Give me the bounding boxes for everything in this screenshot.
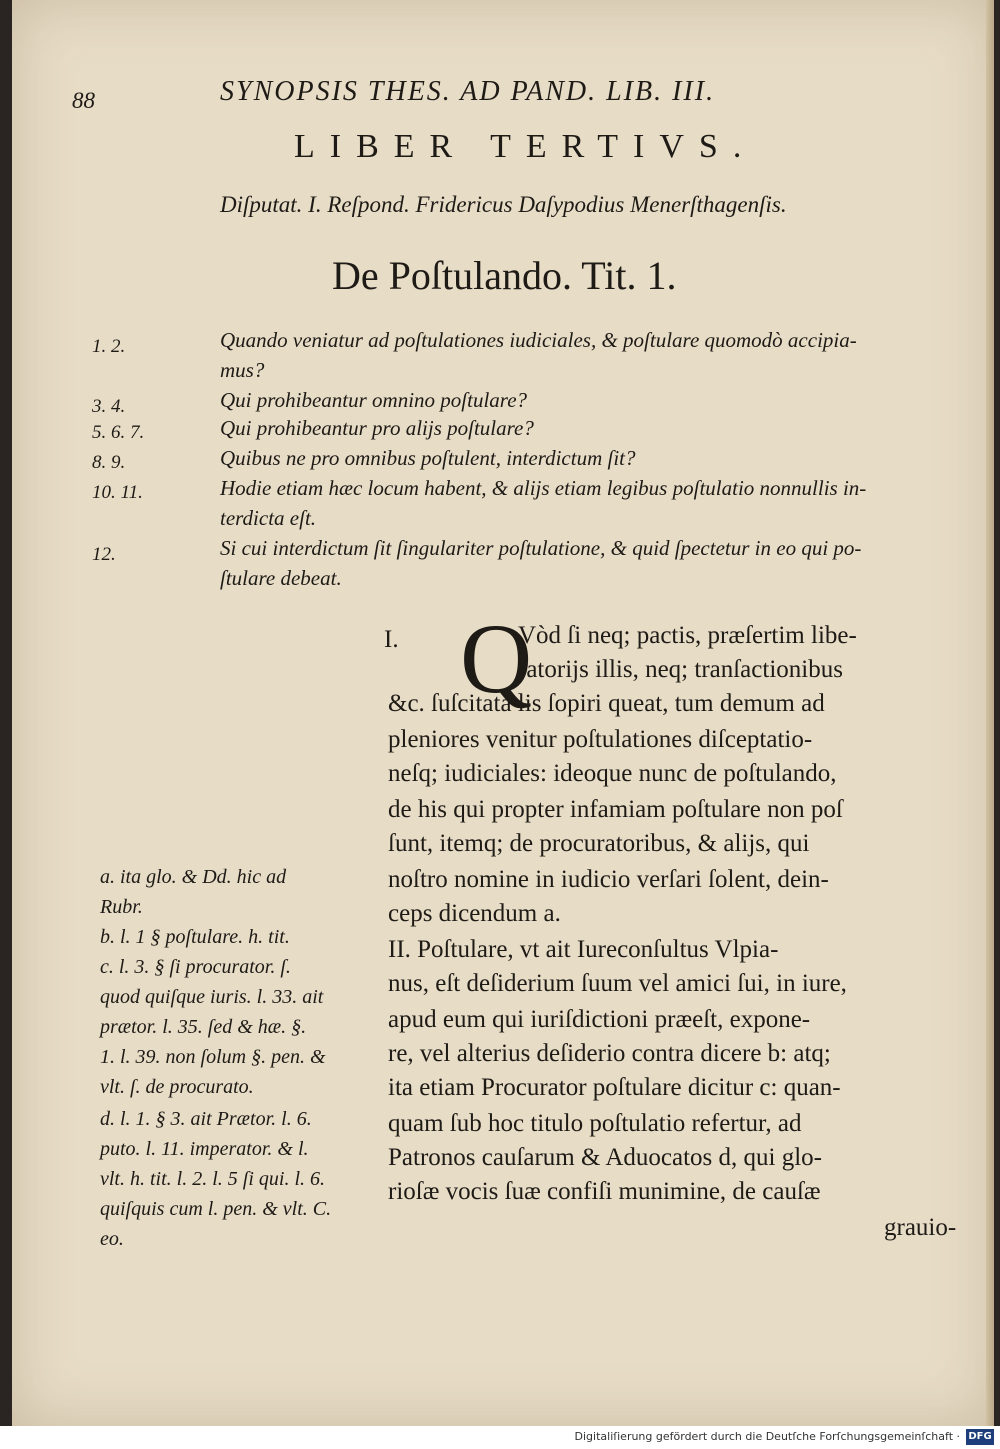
body-line: quam ſub hoc titulo poſtulatio refertur, ad bbox=[388, 1110, 802, 1137]
book-title: LIBER TERTIVS. bbox=[294, 128, 757, 165]
catchword: grauio- bbox=[884, 1214, 957, 1241]
margin-note: vlt. h. tit. l. 2. l. 5 ſi qui. l. 6. bbox=[100, 1168, 325, 1190]
drop-capital: Q bbox=[460, 603, 533, 714]
chapter-title: De Poſtulando. Tit. 1. bbox=[332, 253, 677, 298]
body-line: pleniores venitur poſtulationes diſceptatio- bbox=[388, 726, 813, 753]
section-number: I. bbox=[384, 626, 399, 653]
footer-credit: Digitaliſierung gefördert durch die Deutſche Forſchungsgemeinſchaft · bbox=[574, 1430, 960, 1443]
summary-number: 3. 4. bbox=[92, 396, 126, 417]
margin-note: eo. bbox=[100, 1228, 124, 1250]
body-line: de his qui propter infamiam poſtulare non poſ bbox=[388, 796, 843, 823]
margin-note: c. l. 3. § ſi procurator. ſ. bbox=[100, 956, 291, 978]
book-page bbox=[12, 0, 994, 1426]
running-head: SYNOPSIS THES. AD PAND. LIB. III. bbox=[220, 76, 716, 107]
summary-number: 5. 6. 7. bbox=[92, 422, 145, 443]
body-line: II. Poſtulare, vt ait Iureconſultus Vlpia- bbox=[388, 936, 779, 963]
body-line: ſunt, itemq; de procuratoribus, & alijs, qui bbox=[388, 830, 810, 857]
margin-note: Rubr. bbox=[100, 896, 143, 918]
disputation-line: Diſputat. I. Reſpond. Fridericus Daſypodius Menerſthagenſis. bbox=[220, 192, 787, 217]
body-line: noſtro nomine in iudicio verſari ſolent, dein- bbox=[388, 866, 829, 893]
summary-number: 12. bbox=[92, 544, 116, 565]
summary-line: terdicta eſt. bbox=[220, 506, 317, 530]
margin-note: prætor. l. 35. ſed & hæ. §. bbox=[100, 1016, 307, 1038]
body-line: neſq; iudiciales: ideoque nunc de poſtulando, bbox=[388, 760, 837, 787]
summary-number: 10. 11. bbox=[92, 482, 143, 503]
body-line: Vòd ſi neq; pactis, præſertim libe- bbox=[518, 622, 857, 649]
margin-note: quiſquis cum l. pen. & vlt. C. bbox=[100, 1198, 332, 1220]
margin-note: quod quiſque iuris. l. 33. ait bbox=[100, 986, 324, 1008]
margin-note: puto. l. 11. imperator. & l. bbox=[100, 1138, 309, 1160]
body-line: apud eum qui iuriſdictioni præeſt, expone- bbox=[388, 1006, 811, 1033]
body-line: Patronos cauſarum & Aduocatos d, qui glo- bbox=[388, 1144, 822, 1171]
summary-line: Qui prohibeantur pro alijs poſtulare? bbox=[220, 416, 534, 440]
summary-number: 8. 9. bbox=[92, 452, 126, 473]
summary-line: mus? bbox=[220, 358, 265, 382]
summary-line: Qui prohibeantur omnino poſtulare? bbox=[220, 388, 528, 412]
summary-line: ſtulare debeat. bbox=[220, 566, 342, 590]
body-line: nus, eſt deſiderium ſuum vel amici ſui, in iure, bbox=[388, 970, 847, 997]
page-number: 88 bbox=[72, 88, 95, 113]
margin-note: vlt. ſ. de procurato. bbox=[100, 1076, 254, 1098]
body-line: ratorijs illis, neq; tranſactionibus bbox=[518, 656, 843, 683]
summary-line: Quibus ne pro omnibus poſtulent, interdictum ſit? bbox=[220, 446, 636, 470]
summary-line: Quando veniatur ad poſtulationes iudiciales, & poſtulare quomodò accipia- bbox=[220, 328, 857, 352]
body-line: &c. ſuſcitata lis ſopiri queat, tum demum ad bbox=[388, 690, 825, 717]
body-line: rioſæ vocis ſuæ confiſi munimine, de cauſæ bbox=[388, 1178, 821, 1205]
summary-line: Si cui interdictum ſit ſingulariter poſtulatione, & quid ſpectetur in eo qui po- bbox=[220, 536, 862, 560]
margin-note: b. l. 1 § poſtulare. h. tit. bbox=[100, 926, 290, 948]
footer-bar bbox=[0, 1426, 1000, 1449]
summary-number: 1. 2. bbox=[92, 336, 126, 357]
body-line: re, vel alterius deſiderio contra dicere b: atq; bbox=[388, 1040, 831, 1067]
margin-note: a. ita glo. & Dd. hic ad bbox=[100, 866, 287, 888]
summary-line: Hodie etiam hæc locum habent, & alijs etiam legibus poſtulatio nonnullis in- bbox=[220, 476, 867, 500]
body-line: ita etiam Procurator poſtulare dicitur c: quan- bbox=[388, 1074, 841, 1101]
body-line: ceps dicendum a. bbox=[388, 900, 561, 927]
margin-note: 1. l. 39. non ſolum §. pen. & bbox=[100, 1046, 326, 1068]
margin-note: d. l. 1. § 3. ait Prætor. l. 6. bbox=[100, 1108, 312, 1130]
dfg-logo: DFG bbox=[966, 1429, 994, 1445]
page-edge bbox=[986, 0, 994, 1426]
